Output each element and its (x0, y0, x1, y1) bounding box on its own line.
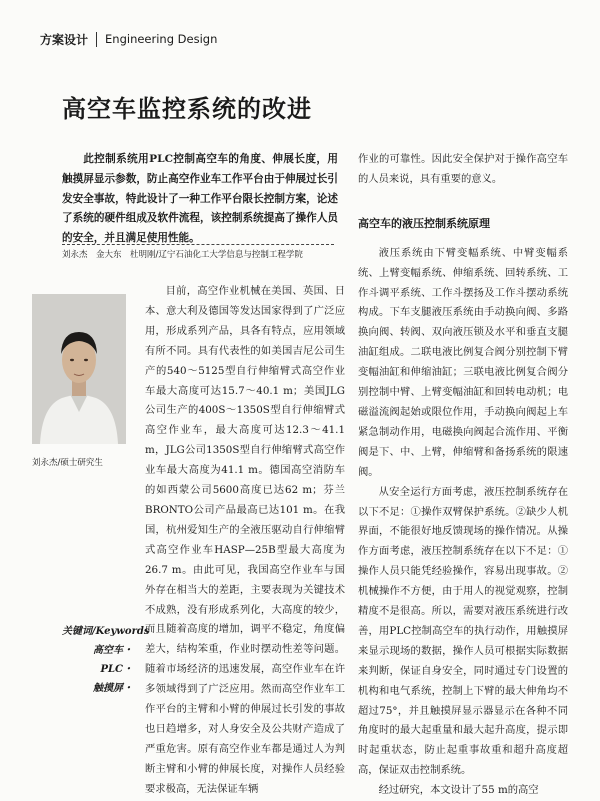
article-title: 高空车监控系统的改进 (62, 94, 312, 123)
body-paragraph: 作业的可靠性。因此安全保护对于操作高空车的人员来说，具有重要的意义。 (358, 153, 568, 185)
section-label-english: Engineering Design (105, 32, 218, 46)
body-paragraph: 经过研究，本文设计了55 m的高空 (378, 784, 539, 797)
author-line: 刘永杰 金大东 杜明刚/辽宁石油化工大学信息与控制工程学院 (62, 250, 303, 260)
body-column-right (358, 150, 568, 801)
keyword-item: 高空车・ (93, 645, 133, 656)
abstract-divider (62, 244, 334, 245)
body-paragraph: 从安全运行方面考虑，液压控制系统存在以下不足：①操作双臂保护系统。②缺少人机界面，不能很好地反馈现场的操作情况。从操作方面考虑，液压控制系统存在以下不足：①操作人员只能凭经验操作，容易出现事故。②机械操作不方便，由于用人的视觉观察，控制精度不是很高。所以，需要对液压系统进行改善，用PLC控制高空车的执行动作，用触摸屏来显示现场的数据，操作人员可根据实际数据来判断，保证自身安全，同时通过专门设置的机构和电气系统，控制上下臂的最大伸角均不超过75°，并且触摸屏显示器显示在各种不同角度时的最大起重量和最大起升高度，提示即时起重状态，防止起重事故重和超升高度超高，保证双击控制系统。 (358, 485, 568, 777)
body-paragraph: 液压系统由下臂变幅系统、中臂变幅系统、上臂变幅系统、伸缩系统、回转系统、工作斗调平系统、工作斗摆扬及工作斗摆动系统构成。下车支腿液压系统由手动换向阀、多路换向阀、转阀、双向液压锁及水平和垂直支腿油缸组成。二联电液比例复合阀分别控制下臂变幅油缸和伸缩油缸；三联电液比例复合阀分别控制中臂、上臂变幅油缸和回转电动机；电磁溢流阀起始或限位作用，手动换向阀起上车紧急制动作用，电磁换向阀起合流作用、平衡阀是下、中、上臂，伸缩臂和备扬系统的限速阀。 (358, 246, 568, 478)
photo-caption: 刘永杰/硕士研究生 (32, 458, 103, 468)
body-paragraph: 目前，高空作业机械在美国、英国、日本、意大利及德国等发达国家得到了广泛应用，形成系列产品，具各有特点，应用领域有所不同。具有代表性的如美国吉尼公司生产的540～5125型自行伸缩臂式高空作业车最大高度可达15.7～40.1 m；美国JLG公司生产的400S～1350S型自行伸缩臂式高空作业车，最大高度可达12.3～41.1 m，JLG公司1350S型自行伸缩臂式高空作业车最大高度为41.1 m。德国高空消防车的如西蒙公司5600高度已达62 m；芬兰BRONTO公司产品最高已达101 m。在我国，杭州爱知生产的全液压驱动自行伸缩臂式高空作业车HASP—25B型最大高度为26.7 m。由此可见，我国高空作业车与国外存在相当大的差距，主要表现为关键技术不成熟，没有形成系列化，大高度的较少，而且随着高度的增加，调平不稳定，角度偏差大，结构笨重，作业时摆动性差等问题。随着市场经济的迅速发展，高空作业车在许多领域得到了广泛应用。然而高空作业车工作平台的主臂和小臂的伸展过长引发的事故也日趋增多，对人身安全及公共财产造成了严重危害。原有高空作业车都是通过人为判断主臂和小臂的伸展长度，对操作人员经验要求极高，无法保证车辆 (145, 285, 345, 795)
article-abstract: 此控制系统用PLC控制高空车的角度、伸展长度，用触摸屏显示参数，防止高空作业车工作平台由于伸展过长引发安全事故，特此设计了一种工作平台限长控制方案，论述了系统的硬件组成及软件流程，该控制系统提高了操作人员的安全，并且满足使用性能。 (62, 153, 338, 245)
keywords-heading: 关键词/Keywords (62, 626, 150, 637)
body-column-left (145, 282, 345, 800)
section-label: 方案设计 (40, 32, 89, 47)
author-photo (32, 294, 126, 444)
keyword-item: 触摸屏・ (93, 683, 133, 694)
header-divider (96, 32, 97, 47)
page-header (40, 30, 217, 48)
section-heading: 高空车的液压控制系统原理 (358, 216, 490, 230)
keyword-item: PLC・ (100, 664, 133, 675)
